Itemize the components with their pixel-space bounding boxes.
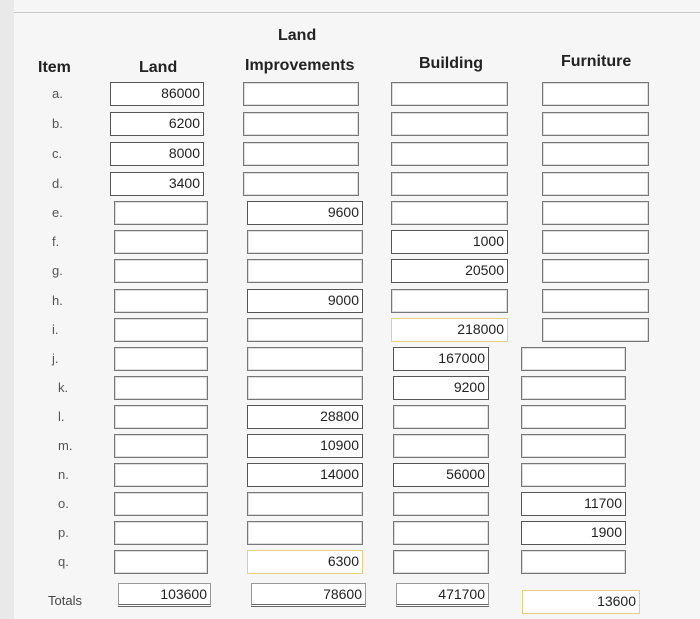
cell-land[interactable] <box>114 289 208 313</box>
row-label: c. <box>52 146 63 161</box>
cell-land-improvements[interactable] <box>243 112 359 136</box>
row-label: e. <box>52 205 63 220</box>
cell-land-improvements[interactable] <box>247 230 363 254</box>
cell-land-improvements[interactable]: 9000 <box>247 289 363 313</box>
row-label: i. <box>52 322 59 337</box>
totals-land-improvements-cell[interactable]: 78600 <box>251 583 366 607</box>
cell-land-improvements[interactable] <box>247 318 363 342</box>
cell-building[interactable] <box>391 142 508 166</box>
cell-building[interactable] <box>391 201 508 225</box>
header-building: Building <box>419 55 483 72</box>
cell-land-improvements[interactable]: 28800 <box>247 405 363 429</box>
cell-land[interactable]: 86000 <box>110 82 204 106</box>
cell-building[interactable]: 218000 <box>391 318 508 342</box>
cell-building[interactable]: 1000 <box>391 230 508 254</box>
row-label: p. <box>58 525 69 540</box>
cell-land-improvements[interactable]: 9600 <box>247 201 363 225</box>
cell-land[interactable] <box>114 347 208 371</box>
cell-furniture[interactable] <box>542 142 649 166</box>
row-label: b. <box>52 116 63 131</box>
cell-land[interactable] <box>114 376 208 400</box>
header-item: Item <box>38 59 71 76</box>
cell-furniture[interactable] <box>521 434 626 458</box>
cell-building[interactable]: 56000 <box>393 463 489 487</box>
header-land: Land <box>139 59 178 76</box>
cell-furniture[interactable] <box>542 259 649 283</box>
cell-furniture[interactable] <box>542 112 649 136</box>
header-land-improvements-line1: Land <box>278 27 317 44</box>
row-label: l. <box>58 409 65 424</box>
cell-land[interactable] <box>114 550 208 574</box>
cell-land[interactable] <box>114 259 208 283</box>
row-label: f. <box>52 234 60 249</box>
top-divider <box>14 12 700 13</box>
cell-land-improvements[interactable] <box>243 142 359 166</box>
cell-building[interactable] <box>391 82 508 106</box>
totals-furniture-cell[interactable]: 13600 <box>522 590 640 614</box>
cell-building[interactable] <box>393 434 489 458</box>
cell-land-improvements[interactable] <box>243 172 359 196</box>
row-label: d. <box>52 176 63 191</box>
cell-land[interactable]: 8000 <box>110 142 204 166</box>
row-label: o. <box>58 496 69 511</box>
row-label: a. <box>52 86 63 101</box>
totals-land-cell[interactable]: 103600 <box>118 583 211 607</box>
cell-land-improvements[interactable]: 10900 <box>247 434 363 458</box>
cell-land[interactable] <box>114 405 208 429</box>
cell-land-improvements[interactable] <box>247 521 363 545</box>
cell-furniture[interactable] <box>542 289 649 313</box>
cell-land[interactable] <box>114 492 208 516</box>
cell-furniture[interactable] <box>542 318 649 342</box>
cell-land-improvements[interactable] <box>247 347 363 371</box>
cell-land-improvements[interactable]: 14000 <box>247 463 363 487</box>
cell-furniture[interactable] <box>542 82 649 106</box>
cell-building[interactable] <box>391 112 508 136</box>
cell-land-improvements[interactable] <box>247 492 363 516</box>
cell-furniture[interactable] <box>521 405 626 429</box>
cell-furniture[interactable] <box>542 201 649 225</box>
cell-land[interactable] <box>114 230 208 254</box>
cell-land-improvements[interactable] <box>243 82 359 106</box>
cell-building[interactable]: 20500 <box>391 259 508 283</box>
cell-building[interactable]: 167000 <box>393 347 489 371</box>
cell-building[interactable] <box>393 492 489 516</box>
cell-furniture[interactable] <box>521 376 626 400</box>
cell-building[interactable] <box>393 521 489 545</box>
totals-building-cell[interactable]: 471700 <box>396 583 489 607</box>
row-label: h. <box>52 293 63 308</box>
totals-label: Totals <box>48 593 82 608</box>
cell-furniture[interactable] <box>542 230 649 254</box>
cell-furniture[interactable] <box>521 347 626 371</box>
row-label: m. <box>58 438 73 453</box>
row-label: j. <box>52 351 59 366</box>
header-furniture: Furniture <box>561 53 632 70</box>
cell-building[interactable] <box>393 405 489 429</box>
cell-furniture[interactable] <box>521 463 626 487</box>
row-label: q. <box>58 554 69 569</box>
cell-land[interactable] <box>114 463 208 487</box>
cell-land-improvements[interactable] <box>247 376 363 400</box>
cell-furniture[interactable] <box>521 550 626 574</box>
cell-furniture[interactable]: 11700 <box>521 492 626 516</box>
cell-building[interactable] <box>391 172 508 196</box>
cell-land[interactable]: 3400 <box>110 172 204 196</box>
row-label: g. <box>52 263 63 278</box>
row-label: k. <box>58 380 69 395</box>
cell-land-improvements[interactable]: 6300 <box>247 550 363 574</box>
cell-building[interactable] <box>393 550 489 574</box>
cell-land[interactable] <box>114 318 208 342</box>
cell-land-improvements[interactable] <box>247 259 363 283</box>
cell-furniture[interactable] <box>542 172 649 196</box>
row-label: n. <box>58 467 69 482</box>
cell-land[interactable] <box>114 201 208 225</box>
header-land-improvements-line2: Improvements <box>245 57 355 74</box>
cell-land[interactable] <box>114 434 208 458</box>
cell-land[interactable] <box>114 521 208 545</box>
cell-furniture[interactable]: 1900 <box>521 521 626 545</box>
cell-land[interactable]: 6200 <box>110 112 204 136</box>
cell-building[interactable] <box>391 289 508 313</box>
cell-building[interactable]: 9200 <box>393 376 489 400</box>
